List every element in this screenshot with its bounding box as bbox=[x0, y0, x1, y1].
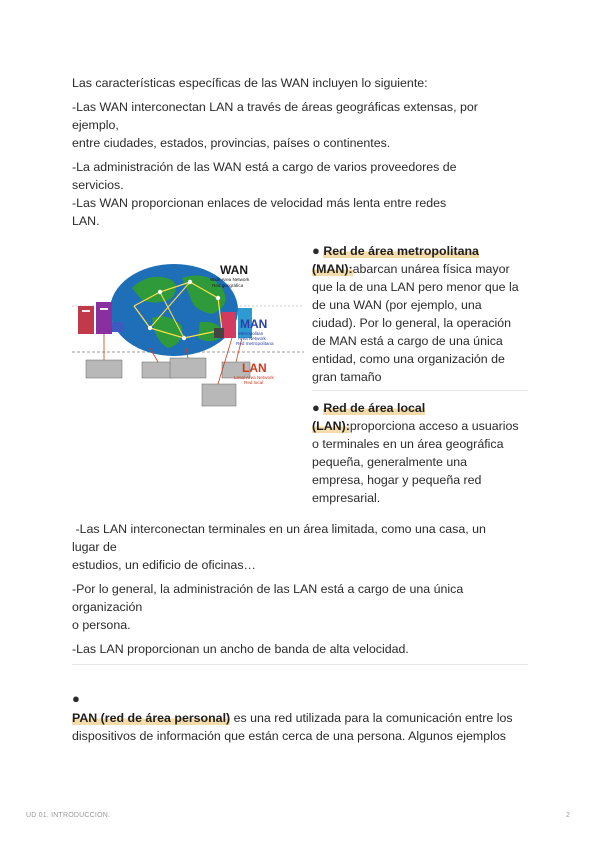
divider bbox=[312, 390, 528, 391]
lan-body-line: empresarial. bbox=[312, 491, 381, 505]
wan-intro-line: Las características específicas de las WAN incluyen lo siguiente: bbox=[72, 76, 428, 90]
lan-abbrev: (LAN): bbox=[312, 419, 350, 433]
lan-body-line: pequeña, generalmente una bbox=[312, 455, 468, 469]
lan-sublabel: Local Area Network bbox=[234, 375, 274, 380]
lan-point-2: -Por lo general, la administración de las LAN está a cargo de una única organización o persona. bbox=[72, 582, 464, 632]
bullet-icon: ● bbox=[312, 243, 320, 258]
lan-body: (LAN):proporciona acceso a usuarios bbox=[312, 419, 519, 433]
man-title: Red de área metropolitana bbox=[323, 244, 479, 258]
lan-point-3: -Las LAN proporcionan un ancho de banda de alta velocidad. bbox=[72, 642, 409, 656]
lan-sublabel: Red local bbox=[244, 380, 264, 385]
divider bbox=[72, 664, 528, 665]
man-body: (MAN):abarcan unárea física mayor bbox=[312, 262, 510, 276]
man-sublabel: Area Network bbox=[238, 336, 266, 341]
lan-heading bbox=[312, 399, 530, 417]
wan-point-1: -Las WAN interconectan LAN a través de áreas geográficas extensas, por ejemplo, entre ciudades, estados, provincias, países o continentes. bbox=[72, 100, 478, 150]
lan-label: LAN bbox=[242, 361, 267, 375]
man-sublabel: Red metropolitana bbox=[236, 341, 274, 346]
man-body-line: de una WAN (por ejemplo, una bbox=[312, 298, 482, 312]
man-label: MAN bbox=[240, 317, 268, 331]
footer-chapter: UD 01. INTRODUCCIÓN. bbox=[26, 812, 111, 819]
network-diagram bbox=[72, 248, 304, 416]
man-sublabel: Metropolitan bbox=[238, 331, 264, 336]
bullet-icon: ● bbox=[72, 691, 80, 706]
man-body-line: de MAN está a cargo de una única bbox=[312, 334, 503, 348]
lan-point-1: -Las LAN interconectan terminales en un área limitada, como una casa, un lugar de estudios, un edificio de oficinas… bbox=[72, 522, 486, 572]
lan-body-line: o terminales en un área geográfica bbox=[312, 437, 504, 451]
wan-label: WAN bbox=[220, 263, 248, 277]
wan-point-3: -Las WAN proporcionan enlaces de velocidad más lenta entre redes LAN. bbox=[72, 196, 447, 228]
wan-point-2: -La administración de las WAN está a cargo de varios proveedores de servicios. bbox=[72, 160, 457, 192]
lan-body-line: empresa, hogar y pequeña red bbox=[312, 473, 482, 487]
man-body-line: gran tamaño bbox=[312, 370, 382, 384]
man-heading bbox=[312, 242, 530, 260]
wan-sublabel: Red geográfica bbox=[212, 283, 244, 288]
page-number: 2 bbox=[566, 812, 571, 819]
man-section bbox=[312, 242, 530, 386]
pan-body: PAN (red de área personal) es una red utilizada para la comunicación entre los dispositivos de información que están cerca de una persona. Algunos ejemplos bbox=[72, 711, 513, 743]
lan-section bbox=[312, 399, 530, 507]
man-abbrev: (MAN): bbox=[312, 262, 353, 276]
lan-title: Red de área local bbox=[323, 401, 426, 415]
man-body-line: ciudad). Por lo general, la operación bbox=[312, 316, 512, 330]
pan-bullet bbox=[72, 690, 532, 708]
wan-sublabel: Wide Area Network bbox=[210, 277, 250, 282]
bullet-icon: ● bbox=[312, 400, 320, 415]
man-body-line: que la de una LAN pero menor que la bbox=[312, 280, 519, 294]
man-body-line: entidad, como una organización de bbox=[312, 352, 505, 366]
building-icon bbox=[86, 358, 250, 406]
pan-title: PAN (red de área personal) bbox=[72, 711, 231, 725]
